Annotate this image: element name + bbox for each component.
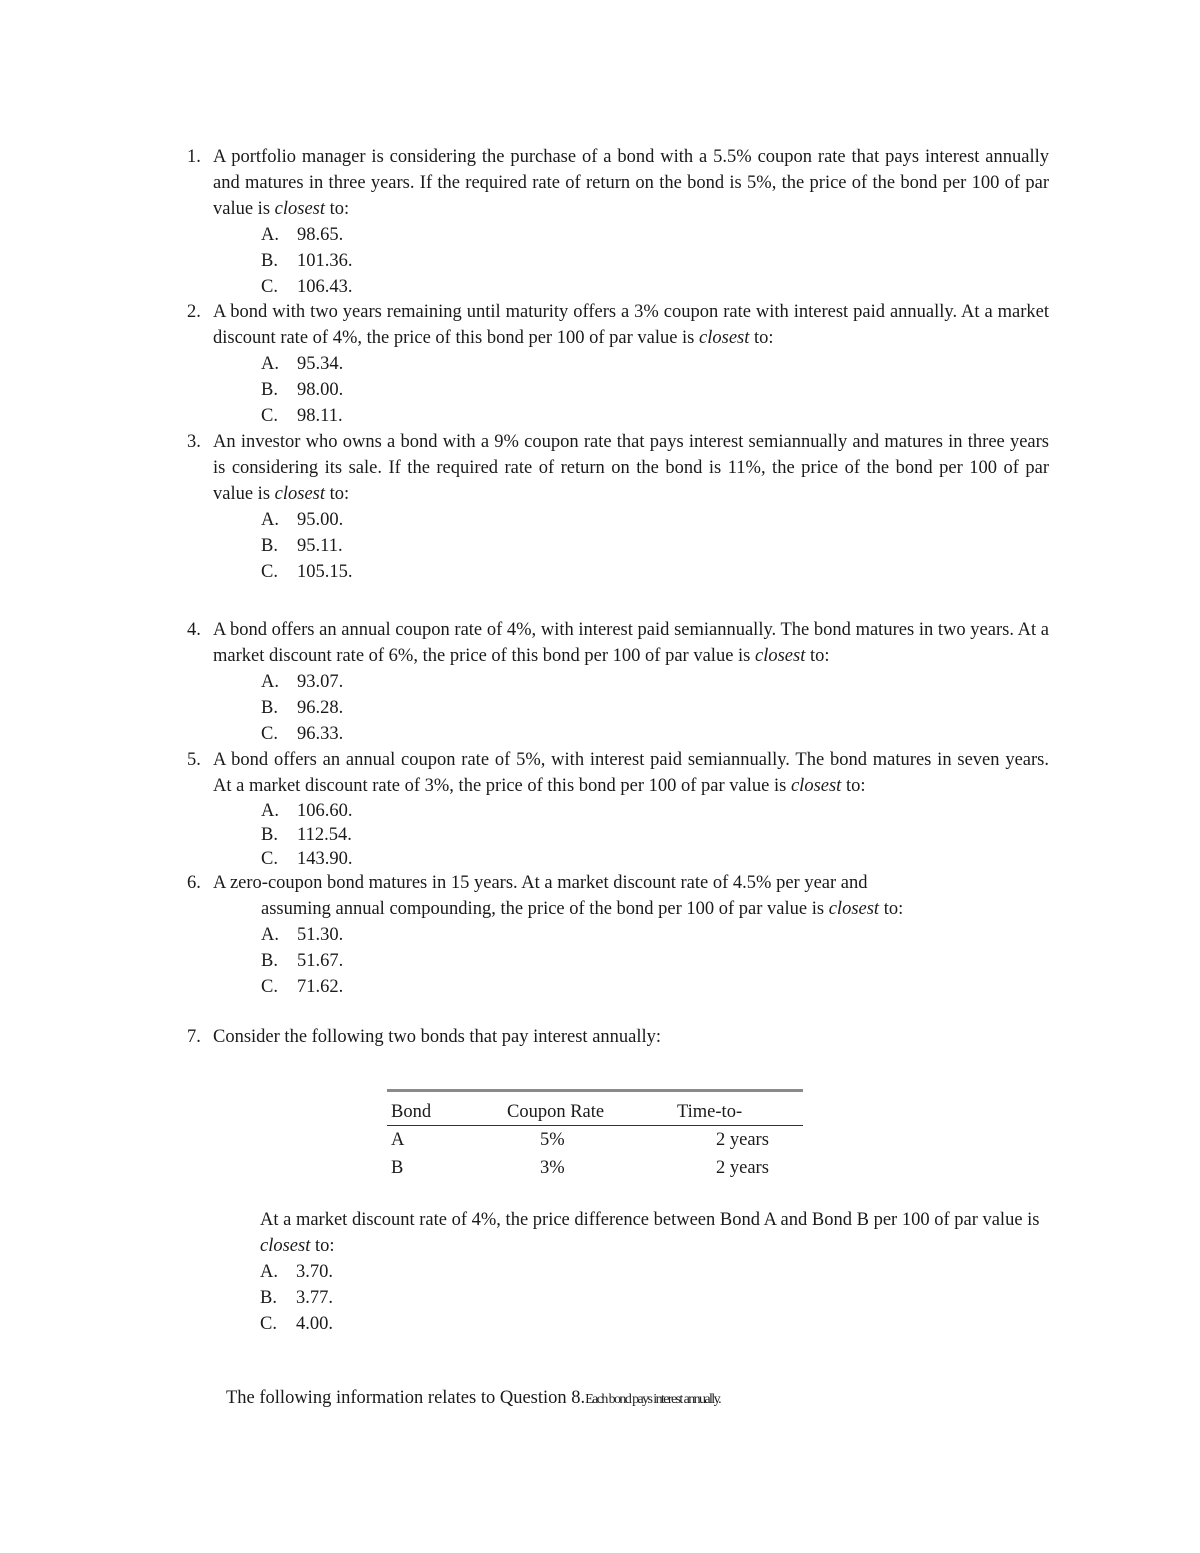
question-4 — [187, 617, 1049, 747]
option-a: A. 95.00. — [261, 510, 344, 530]
option-a: A. 51.30. — [261, 925, 344, 945]
table-header — [387, 1099, 803, 1126]
answer-options — [261, 222, 1049, 300]
question-6 — [187, 870, 1049, 1000]
header-bond: Bond — [391, 1102, 432, 1122]
question-2 — [187, 299, 1049, 429]
answer-options — [261, 799, 1049, 871]
question-1 — [187, 144, 1049, 300]
question-7 — [187, 1024, 1049, 1050]
option-b: B. 98.00. — [261, 380, 344, 400]
option-b: B. 101.36. — [261, 251, 353, 271]
question-number: 6. — [187, 873, 201, 893]
option-c: C. 4.00. — [260, 1314, 333, 1334]
table-row: B 3% 2 years — [391, 1158, 769, 1178]
info-line: The following information relates to Question 8.Each bond pays interest annually. — [226, 1388, 720, 1408]
option-a: A. 93.07. — [261, 672, 344, 692]
question-7-followup — [260, 1207, 1040, 1337]
question-stem: An investor who owns a bond with a 9% coupon rate that pays interest semiannually and matures in three years is considering its sale. If the required rate of return on the bond is 11%, the price of the bond per 100 of par value is closest to: — [213, 432, 1049, 504]
option-a: A. 95.34. — [261, 354, 344, 374]
table-row: A 5% 2 years — [391, 1130, 769, 1150]
question-number: 7. — [187, 1027, 201, 1047]
answer-options — [261, 922, 1049, 1000]
answer-options — [261, 351, 1049, 429]
question-number: 2. — [187, 302, 201, 322]
option-a: A. 3.70. — [260, 1262, 333, 1282]
option-b: B. 96.28. — [261, 698, 344, 718]
header-time-to: Time-to- — [677, 1102, 743, 1122]
option-b: B. 112.54. — [261, 825, 352, 845]
option-b: B. 51.67. — [261, 951, 344, 971]
option-c: C. 71.62. — [261, 977, 344, 997]
option-c: C. 143.90. — [261, 849, 353, 869]
option-c: C. 96.33. — [261, 724, 344, 744]
option-a: A. 106.60. — [261, 801, 353, 821]
question-5 — [187, 747, 1049, 871]
option-c: C. 106.43. — [261, 277, 353, 297]
option-c: C. 105.15. — [261, 562, 353, 582]
question-number: 3. — [187, 432, 201, 452]
option-a: A. 98.65. — [261, 225, 344, 245]
answer-options — [261, 669, 1049, 747]
bond-table — [387, 1089, 803, 1182]
question-number: 5. — [187, 750, 201, 770]
question-3 — [187, 429, 1049, 585]
question-followup-text: At a market discount rate of 4%, the price difference between Bond A and Bond B per 100 of par value is closest to: — [260, 1210, 1040, 1256]
question-stem: A zero-coupon bond matures in 15 years. At a market discount rate of 4.5% per year and assuming annual compounding, the price of the bond per 100 of par value is closest to: — [213, 873, 904, 919]
option-b: B. 95.11. — [261, 536, 343, 556]
answer-options — [260, 1259, 1040, 1337]
question-stem: A portfolio manager is considering the purchase of a bond with a 5.5% coupon rate that pays interest annually and matures in three years. If the required rate of return on the bond is 5%, the price of the bond per 100 of par value is closest to: — [213, 147, 1049, 219]
question-stem: A bond with two years remaining until maturity offers a 3% coupon rate with interest paid annually. At a market discount rate of 4%, the price of this bond per 100 of par value is closest to: — [213, 302, 1049, 348]
answer-options — [261, 507, 1049, 585]
question-stem: A bond offers an annual coupon rate of 5%, with interest paid semiannually. The bond matures in seven years. At a market discount rate of 3%, the price of this bond per 100 of par value is closest to: — [213, 750, 1049, 796]
option-c: C. 98.11. — [261, 406, 343, 426]
question-number: 1. — [187, 147, 201, 167]
question-stem: Consider the following two bonds that pay interest annually: — [213, 1027, 662, 1047]
header-coupon-rate: Coupon Rate — [507, 1102, 605, 1122]
question-number: 4. — [187, 620, 201, 640]
question-stem: A bond offers an annual coupon rate of 4%, with interest paid semiannually. The bond matures in two years. At a market discount rate of 6%, the price of this bond per 100 of par value is closest to: — [213, 620, 1049, 666]
option-b: B. 3.77. — [260, 1288, 333, 1308]
